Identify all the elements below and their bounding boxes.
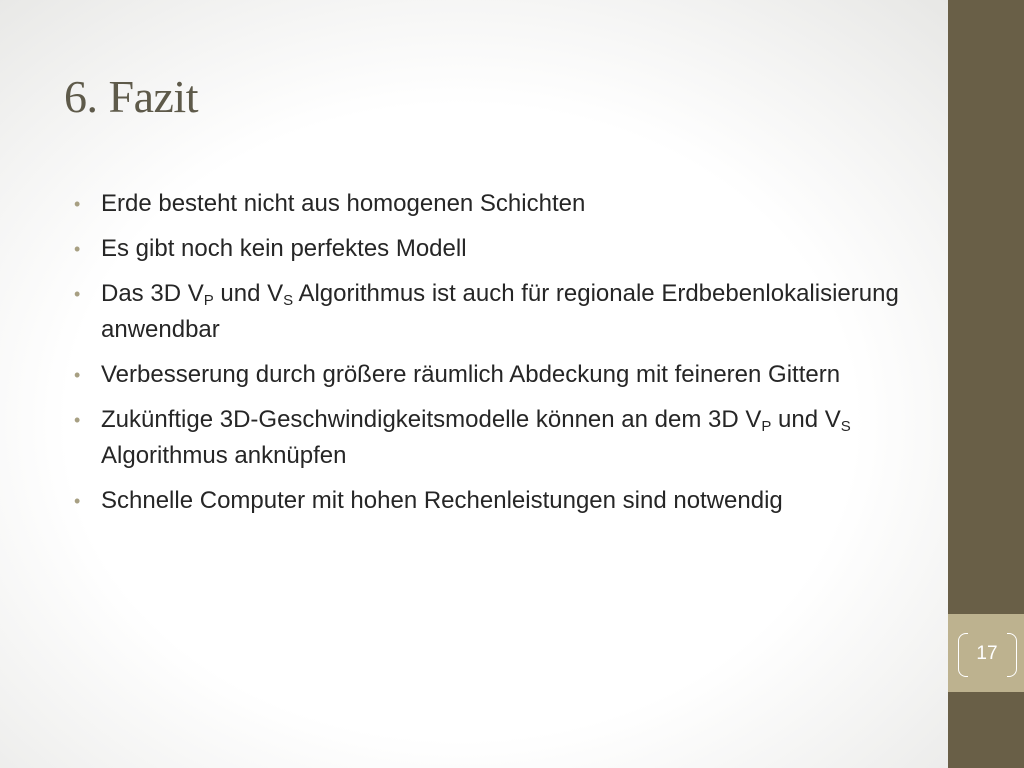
bullet-item bbox=[74, 483, 904, 519]
bullet-item bbox=[74, 276, 904, 348]
subscript-s: S bbox=[283, 292, 294, 309]
bullet-text-part: Algorithmus ist auch für regionale Erdbebenlokalisierung anwendbar bbox=[101, 280, 899, 343]
left-bracket-icon bbox=[958, 633, 968, 677]
bullet-text bbox=[101, 406, 851, 469]
bullet-marker: • bbox=[74, 365, 81, 385]
subscript-p: P bbox=[203, 292, 214, 309]
subscript-p: P bbox=[761, 418, 772, 435]
bullet-marker: • bbox=[74, 410, 81, 430]
bullet-text: Erde besteht nicht aus homogenen Schichten bbox=[101, 190, 586, 217]
bullet-text: Schnelle Computer mit hohen Rechenleistungen sind notwendig bbox=[101, 487, 783, 514]
bullet-text-part: und V bbox=[771, 406, 841, 433]
bullet-text: Es gibt noch kein perfektes Modell bbox=[101, 235, 467, 262]
bullet-marker: • bbox=[74, 284, 81, 304]
slide-title: 6. Fazit bbox=[64, 71, 198, 122]
right-bracket-icon bbox=[1007, 633, 1017, 677]
page-number: 17 bbox=[976, 643, 998, 664]
bullet-item bbox=[74, 402, 904, 474]
bullet-marker: • bbox=[74, 194, 81, 214]
bullet-text-part: Zukünftige 3D-Geschwindigkeitsmodelle können an dem 3D V bbox=[101, 406, 762, 433]
bullet-text-part: und V bbox=[213, 280, 284, 307]
bullet-list bbox=[74, 186, 904, 528]
bullet-text: Verbesserung durch größere räumlich Abdeckung mit feineren Gittern bbox=[101, 361, 841, 388]
bullet-text-part: Das 3D V bbox=[101, 280, 204, 307]
bullet-item bbox=[74, 357, 904, 393]
bullet-item bbox=[74, 186, 904, 222]
bullet-marker: • bbox=[74, 491, 81, 511]
subscript-s: S bbox=[840, 418, 851, 435]
bullet-text bbox=[101, 280, 899, 343]
bullet-item bbox=[74, 231, 904, 267]
bullet-marker: • bbox=[74, 239, 81, 259]
bullet-text-part: Algorithmus anknüpfen bbox=[101, 442, 347, 469]
